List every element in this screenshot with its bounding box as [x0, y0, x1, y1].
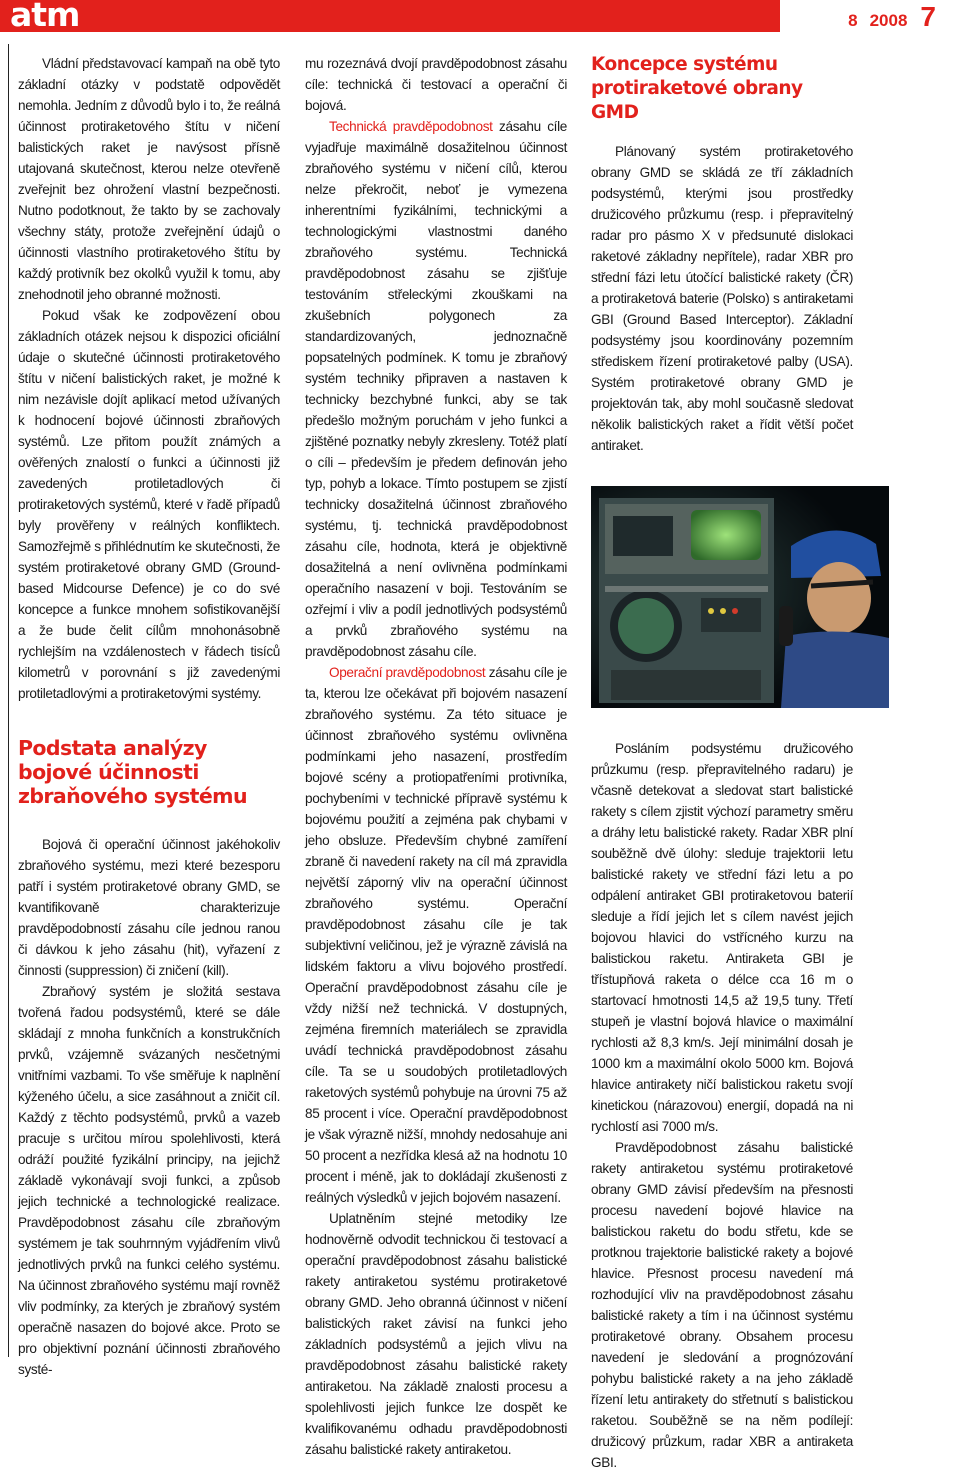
operator-photo-image: [591, 486, 889, 708]
paragraph-text: zásahu cíle vyjadřuje maximálně dosažitelnou účinnost zbraňového systému v ničení cílů, kterou nelze překročit, neboť je vymezena inherentními fyzikálními, technickými a technologickými vlastnostmi daného zbraňového systému. Technická pravděpodobnost zásahu se zjišťuje testováním střeleckými zkouškami na zkušebních polygonech za standardizovaných, jednoznačně popsatelných podmínek. K tomu je zbraňový systém techniky připraven a nastaven k technicky bezchybné funkci, aby se tak předešlo možným poruchám v jeho funkci a zjištěné poznatky nebyly zkresleny. Totéž platí o cíli – především je předem definován jeho typ, pohyb a lokace. Tímto postupem se zjistí technicky dosažitelná účinnost zbraňového systému, tj. technická pravděpodobnost zásahu cíle, hodnota, která je objektivně dosažitelná a není ovlivněna podmínkami operačního nasazení v boji. Testováním se ozřejmí i vliv a podíl jednotlivých podsystémů a prvků zbraňového systému na pravděpodobnost zásahu cíle.: [305, 119, 567, 659]
paragraph: mu rozeznává dvojí pravděpodobnost zásahu cíle: technická či testovací a operační či bojová.: [305, 56, 567, 113]
paragraph: Posláním podsystému družicového průzkumu (resp. přepravitelného radaru) je včasně detekovat a sledovat start balistické rakety s cílem zjistit výchozí parametry směru a dráhy letu balistické rakety. Radar XBR plní souběžně dvě úlohy: sleduje trajektorii letu balistické rakety ve střední fázi letu a po odpálení antiraket GBI protiraketovou baterií sleduje a řídí jejich let s cílem navést jejich bojovou hlavici do vstřícného kurzu na balistickou raketu. Antiraketa GBI je třístupňová raketa o délce cca 16 m o startovací hmotnosti 14,5 až 19,5 tuny. Třetí stupeň je vlastní bojová hlavice o maximální rychlosti až 8,3 km/s. Její minimální dosah je 1000 km a maximální okolo 5000 km. Bojová hlavice antirakety ničí balistickou raketu svojí kinetickou (nárazovou) energií, dopadá na ni rychlostí asi 7000 m/s.: [591, 741, 853, 1134]
paragraph: Zbraňový systém je složitá sestava tvořená řadou podsystémů, které se dále skládají z mnoha funkčních a konstrukčních prvků, vzájemně svázaných nesčetnými vnitřními vazbami. To vše směřuje k naplnění kýženého účelu, a sice zasáhnout a zničit cíl. Každý z těchto podsystémů, prvků a vazeb pracuje s určitou mírou spolehlivosti, která odráží použité fyzikální principy, na jejichž základě vykonávají svoji funkci, a způsob jejich technické a technologické realizace. Pravděpodobnost zásahu cíle zbraňovým systémem je tak souhrnným vyjádřením vlivů jednotlivých prvků na funkci celého systému. Na účinnost zbraňového systému mají rovněž vliv podmínky, za kterých je zbraňový systém operačně nasazen do bojové akce. Proto se pro objektivní poznání účinnosti zbraňového systé-: [18, 984, 280, 1377]
issue-number: 8: [845, 8, 860, 34]
paragraph-text: zásahu cíle je ta, kterou lze očekávat při bojovém nasazení zbraňového systému. Za této situace je účinnost zbraňového systému ovlivněna podmínkami jeho nasazení, prostředím bojové scény a protiopatřeními protivníka, pochybeními v technické přípravě systému k bojovému použití a zejména pak chybami v jeho obsluze. Především chybné zamíření zbraně či navedení rakety na cíl má zpravidla největší záporný vliv na operační účinnost zbraňového systému. Operační pravděpodobnost zásahu cíle je tak subjektivní veličinou, jež je výrazně závislá na lidském faktoru a vlivu bojového prostředí. Operační pravděpodobnost zásahu cíle je vždy nižší než technická. V dostupných, zejména firemních materiálech se zpravidla uvádí technická pravděpodobnost zásahu cíle. Ta se u soudobých protiletadlových raketových systémů pohybuje na úrovni 75 až 85 procent i více. Operační pravděpodobnost je však výrazně nižší, mnohdy nedosahuje ani 50 procent a nezřídka klesá až na hodnotu 10 procent i méně, jak to dokládají zkušenosti z reálných výsledků v jejich bojovém nasazení.: [305, 665, 568, 1205]
section-heading: Koncepce systému protiraketové obrany GMD: [591, 54, 803, 123]
paragraph: [305, 662, 567, 1208]
paragraph: Pravděpodobnost zásahu balistické rakety antiraketou systému protiraketové obrany GMD závisí především na přesnosti procesu navedení bojové hlavice na balistickou raketu do bodu střetu, kde se protknou trajektorie balistické rakety a bojové hlavice. Přesnost procesu navedení má rozhodující vliv na pravděpodobnost zásahu balistické rakety a tím i na účinnost systému protiraketové obrany. Obsahem procesu navedení je sledování a prognózování pohybu balistické rakety a na jeho základě řízení letu antirakety do střetnutí s balistickou raketou. Souběžně se na něm podílejí: družicový průzkum, radar XBR a antiraketa GBI.: [591, 1140, 853, 1470]
header-bar: [0, 0, 960, 32]
left-rule: [8, 44, 9, 1357]
column-2: [305, 53, 567, 1460]
paragraph: Bojová či operační účinnost jakéhokoliv zbraňového systému, mezi které bezesporu patří i systém protiraketové obrany GMD, se kvantifikovaně charakterizuje pravděpodobností zásahu cíle jednou ranou či dávkou k jeho zásahu (hit), vyřazení z činnosti (suppression) či zničení (kill).: [18, 837, 280, 978]
magazine-logo: atm: [10, 0, 80, 34]
paragraph: Vládní představovací kampaň na obě tyto základní otázky v podstatě odpovědět nemohla. Jedním z důvodů bylo i to, že reálná účinnost protiraketového štítu v ničení balistických raket je navýsost přísně utajovaná skutečnost, kterou nelze otevřeně zveřejnit bez ohrožení vlastní bezpečnosti. Nutno podotknout, že takto by se zachovaly všechny státy, protože zveřejnění údajů o účinnosti vlastního protiraketového štítu by každý protivník bez okolků využil k tomu, aby znehodnotil jeho obranné možnosti.: [18, 56, 280, 302]
paragraph: Pokud však ke zodpovězení obou základních otázek nejsou k dispozici oficiální údaje o skutečné účinnosti protiraketového štítu v ničení balistických raket, je možné k nim nezávisle dojít aplikací metod užívaných k hodnocení bojové účinnosti zbraňových systémů. Lze přitom použít známých a ověřených znalostí o funkci a účinnosti již zavedených protiletadlových či protiraketových systémů, které v řadě případů byly prověřeny v reálných konfliktech. Samozřejmě s přihlédnutím ke skutečnosti, že systém protiraketové obrany GMD (Ground-based Midcourse Defence) je co do své koncepce a funkce mnohem sofistikovanější a že bude čelit cílům mnohonásobně rychlejším na vzdálenostech v řádech tisíců kilometrů v porovnání s již zavedenými protiletadlovými a protiraketovými systémy.: [18, 308, 280, 701]
paragraph: Plánovaný systém protiraketového obrany GMD se skládá ze tří základních podsystémů, kterými jsou prostředky družicového průzkumu (resp. i přepravitelný radar pro pásmo X v předsunuté dislokaci raketové základny nepřítele), radar XBR pro střední fázi letu útočící balistické rakety (ČR) a protiraketová baterie (Polsko) s antiraketami GBI (Ground Based Interceptor). Základní podsystémy jsou koordinovány pozemním střediskem řízení protiraketové palby (USA). Systém protiraketové obrany GMD je projektován tak, aby mohl současně sledovat několik balistických raket a řídit větší počet antiraket.: [591, 144, 853, 453]
issue-info: [845, 2, 940, 32]
page-number: 7: [916, 2, 940, 32]
paragraph: Uplatněním stejné metodiky lze hodnověrně odvodit technickou či testovací a operační pravděpodobnost zásahu balistické rakety antiraketou systému protiraketové obrany GMD. Jeho obranná účinnost v ničení balistických raket závisí na funkci jeho základních podsystémů a jejich vlivu na pravděpodobnost zásahu balistické rakety antiraketou. Na základě znalosti procesu a spolehlivosti jejich funkce lze dospět ke kvalifikovanému odhadu pravděpodobnosti zásahu balistické rakety antiraketou.: [305, 1211, 567, 1457]
issue-year: 2008: [867, 8, 911, 34]
column-1: [18, 53, 280, 1380]
paragraph: [305, 116, 567, 662]
column-3: [591, 53, 853, 1473]
operator-photo: [591, 486, 889, 708]
term-highlight: Operační pravděpodobnost: [329, 665, 486, 680]
term-highlight: Technická pravděpodobnost: [329, 119, 493, 134]
section-heading: Podstata analýzy bojové účinnosti zbraňového systému: [18, 736, 247, 808]
